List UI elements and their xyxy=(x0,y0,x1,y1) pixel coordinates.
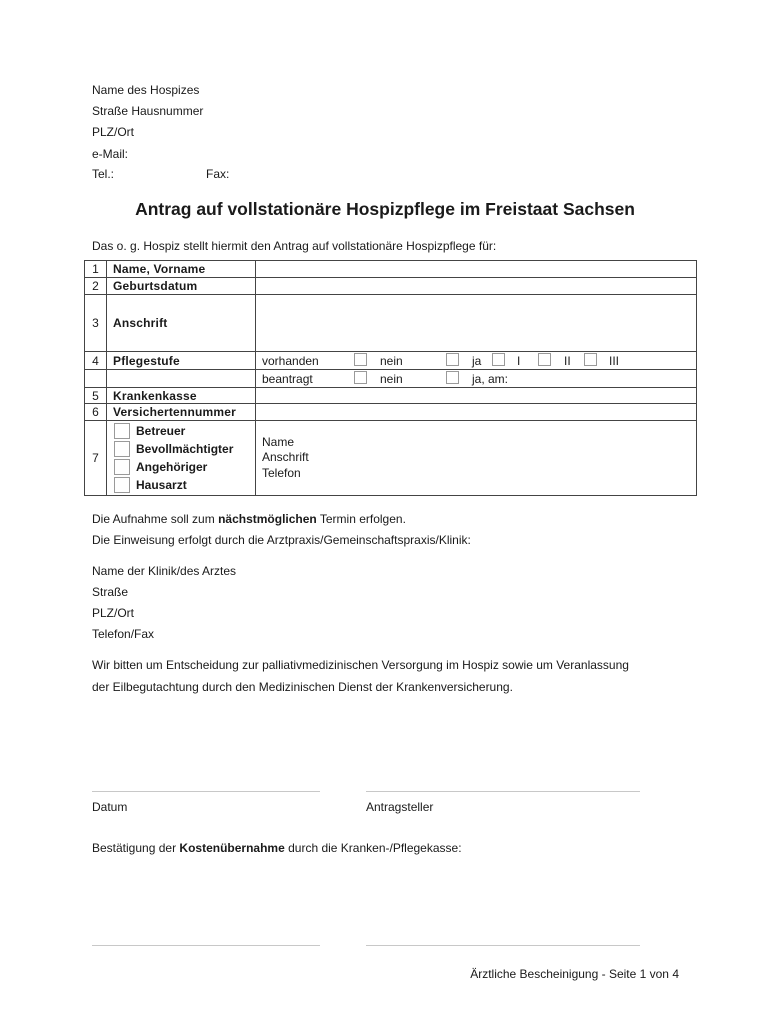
table-row xyxy=(85,421,697,496)
row-number: 3 xyxy=(85,295,107,352)
row-number: 1 xyxy=(85,261,107,278)
level-3-checkbox[interactable] xyxy=(584,353,597,366)
contact-name-label: Name xyxy=(262,434,295,449)
hausarzt-checkbox[interactable] xyxy=(114,477,130,493)
contact-field[interactable] xyxy=(256,421,697,496)
einweisung-text: Die Einweisung erfolgt durch die Arztpraxis/Gemeinschaftspraxis/Klinik: xyxy=(92,533,471,547)
date-signature-line[interactable] xyxy=(92,791,320,792)
hospice-tel: Tel.: xyxy=(92,167,115,181)
intro-text: Das o. g. Hospiz stellt hiermit den Antrag auf vollstationäre Hospizpflege für: xyxy=(92,239,497,253)
row-number: 4 xyxy=(85,352,107,370)
vorhanden-label: vorhanden xyxy=(262,353,319,368)
hospice-city: PLZ/Ort xyxy=(92,125,135,139)
contact-address-label: Anschrift xyxy=(262,450,309,465)
bevollmaechtigter-checkbox[interactable] xyxy=(114,441,130,457)
field-birthdate[interactable] xyxy=(256,278,697,295)
table-row xyxy=(85,295,697,352)
relation-hausarzt[interactable]: Hausarzt xyxy=(114,476,251,494)
level-3-label: III xyxy=(609,353,620,368)
relation-list xyxy=(114,422,251,494)
row-label-insurance: Krankenkasse xyxy=(107,388,256,404)
hospice-street: Straße Hausnummer xyxy=(92,104,204,118)
applicant-signature-line[interactable] xyxy=(366,791,640,792)
ja-label: ja xyxy=(472,353,482,368)
page-footer: Ärztliche Bescheinigung - Seite 1 von 4 xyxy=(470,967,679,981)
row-label-address: Anschrift xyxy=(107,295,256,352)
beantragt-ja-checkbox[interactable] xyxy=(446,371,459,384)
row-label-care-level: Pflegestufe xyxy=(107,352,256,370)
hospice-name: Name des Hospizes xyxy=(92,83,200,97)
row-label-insurance-number: Versichertennummer xyxy=(107,404,256,421)
relation-angehoeriger[interactable]: Angehöriger xyxy=(114,458,251,476)
hospice-fax: Fax: xyxy=(206,167,230,181)
table-row xyxy=(85,404,697,421)
level-2-label: II xyxy=(564,353,571,368)
relation-betreuer[interactable]: Betreuer xyxy=(114,422,251,440)
nein-label: nein xyxy=(380,371,403,386)
aufnahme-text: Die Aufnahme soll zum nächstmöglichen Termin erfolgen. xyxy=(92,512,406,526)
row-number: 5 xyxy=(85,388,107,404)
contact-phone-label: Telefon xyxy=(262,465,301,480)
vorhanden-ja-checkbox[interactable] xyxy=(446,353,459,366)
applicant-label: Antragsteller xyxy=(366,800,434,814)
page-title: Antrag auf vollstationäre Hospizpflege im Freistaat Sachsen xyxy=(135,199,635,219)
table-row xyxy=(85,388,697,404)
application-table xyxy=(84,260,697,496)
hospice-email: e-Mail: xyxy=(92,147,129,161)
bestaetigung-text: Bestätigung der Kostenübernahme durch die Kranken-/Pflegekasse: xyxy=(92,841,462,855)
care-level-existing xyxy=(256,352,697,370)
field-address[interactable] xyxy=(256,295,697,352)
klinik-street: Straße xyxy=(92,585,129,599)
level-2-checkbox[interactable] xyxy=(538,353,551,366)
level-1-checkbox[interactable] xyxy=(492,353,505,366)
nein-label: nein xyxy=(380,353,403,368)
field-insurance[interactable] xyxy=(256,388,697,404)
beantragt-nein-checkbox[interactable] xyxy=(354,371,367,384)
betreuer-checkbox[interactable] xyxy=(114,423,130,439)
row-number: 6 xyxy=(85,404,107,421)
request-line-1: Wir bitten um Entscheidung zur palliativmedizinischen Versorgung im Hospiz sowie um Veranlassung xyxy=(92,658,629,672)
table-row xyxy=(85,370,697,388)
klinik-city: PLZ/Ort xyxy=(92,606,135,620)
ja-am-label: ja, am: xyxy=(472,371,509,386)
level-1-label: I xyxy=(517,353,521,368)
field-name[interactable] xyxy=(256,261,697,278)
angehoeriger-checkbox[interactable] xyxy=(114,459,130,475)
row-number: 2 xyxy=(85,278,107,295)
insurance-signature-line[interactable] xyxy=(366,945,640,946)
row-label-name: Name, Vorname xyxy=(107,261,256,278)
row-label-birthdate: Geburtsdatum xyxy=(107,278,256,295)
vorhanden-nein-checkbox[interactable] xyxy=(354,353,367,366)
klinik-name: Name der Klinik/des Arztes xyxy=(92,564,237,578)
table-row xyxy=(85,352,697,370)
row-number: 7 xyxy=(85,421,107,496)
table-row xyxy=(85,261,697,278)
care-level-applied xyxy=(256,370,697,388)
insurance-date-line[interactable] xyxy=(92,945,320,946)
request-line-2: der Eilbegutachtung durch den Medizinischen Dienst der Krankenversicherung. xyxy=(92,680,513,694)
relation-bevollmaechtigter[interactable]: Bevollmächtigter xyxy=(114,440,251,458)
table-row xyxy=(85,278,697,295)
klinik-phone: Telefon/Fax xyxy=(92,627,155,641)
date-label: Datum xyxy=(92,800,128,814)
beantragt-label: beantragt xyxy=(262,371,313,386)
field-insurance-number[interactable] xyxy=(256,404,697,421)
